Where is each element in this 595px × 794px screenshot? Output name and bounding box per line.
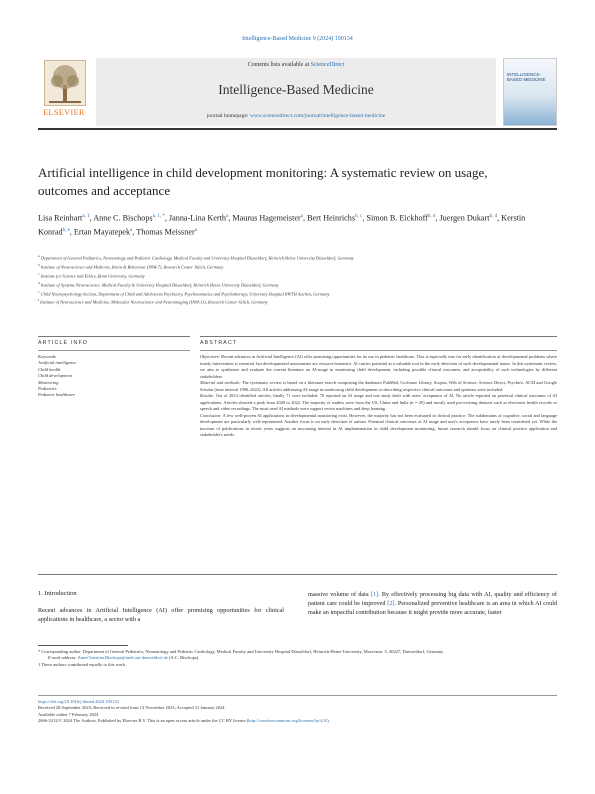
author-name[interactable]: Lisa Reinhart xyxy=(38,213,83,223)
author-affiliation-mark[interactable]: a xyxy=(194,228,197,234)
reference-link-2[interactable]: [2] xyxy=(387,600,395,607)
abstract-objectives xyxy=(200,354,557,380)
doi-link[interactable]: https://doi.org/10.1016/j.ibmed.2024.100134 xyxy=(38,699,119,704)
affiliation-text: Institute of Neuroscience and Medicine, Brain & Behaviour (INM-7), Research Center Jülich, Germany xyxy=(39,264,224,270)
keywords-block xyxy=(38,354,188,399)
author-separator: , xyxy=(497,213,502,223)
email-label: E-mail address: xyxy=(48,655,77,661)
contents-line xyxy=(96,62,496,68)
cover-title: INTELLIGENCE-BASED MEDICINE xyxy=(507,72,546,82)
results-text: Out of 2814 identified articles, finally 71 were included. 70 reported on AI usage and one study dealt with users' acceptance of AI. No article reported on potential clinical outcomes of AI applications. Articles showed a peak from 2020 to 2022. The majority of studies were from the US, China and India (n = 45) and mostly used pre-existing datasets such as electronic health records or speech and video recordings. The most used AI methods were support vector machines and deep learning. xyxy=(200,393,557,411)
conclusion-label: Conclusion: xyxy=(200,412,222,418)
keyword-item: Pediatric healthcare xyxy=(38,392,75,398)
author-affiliation-mark[interactable]: b, d xyxy=(427,214,436,219)
author-affiliation-mark[interactable]: b, e xyxy=(62,228,70,234)
homepage-prefix: journal homepage: xyxy=(206,113,249,119)
footnote-rule xyxy=(38,645,128,646)
article-info-subrule xyxy=(38,350,190,351)
affiliation-item xyxy=(38,262,558,271)
keywords-label: Keywords xyxy=(38,354,56,359)
abstract-rule xyxy=(200,336,557,337)
affiliation-mark: c xyxy=(38,271,40,276)
abstract-methods xyxy=(200,380,557,393)
author-name[interactable]: Bert Heinrichs xyxy=(307,213,356,223)
affiliation-mark: f xyxy=(38,298,39,303)
author-name[interactable]: Thomas Meissner xyxy=(136,227,195,237)
author-separator: , xyxy=(69,227,74,237)
footnotes xyxy=(38,649,558,668)
conclusion-text: A few well-proven AI applications in developmental monitoring exist. However, the majority has not been evaluated in clinical practice. The subdomains of cognitive, social and language development are particularly well-represented. Another focus is on early detection of autism. Potential clinical outcomes of AI usage and user's acceptance have rarely been considered yet. While the increase of publications in recent years suggests an increasing interest in AI implementation in child development monitoring, future research should focus on clinical practice application and stakeholder's needs. xyxy=(200,412,557,437)
intro-right-column xyxy=(308,590,557,617)
objectives-text: Recent advances in Artificial Intelligence (AI) offer promising opportunities for its use in pediatric healthcare. This is especially true for early identification of developmental problems where timely intervention is essential, but developmental assessments are resource-intensive. AI carries potential as a valuable tool in the early detection of such developmental issues. In this systematic review, we aim to synthesize and evaluate the current literature on AI-usage in monitoring child development, including possible clinical outcomes, and acceptability of such technologies by different stakeholders. xyxy=(200,354,557,379)
methods-text: The systematic review is based on a literature search comprising the databases PubMed, Cochrane Library, Scopus, Web of Science, Science Direct, PsycInfo, ACM and Google Scholar (time interval 1996–2022). All articles addressing AI-usage in monitoring child development or describing respective clinical outcomes and opinions were included. xyxy=(200,380,557,392)
license-link[interactable]: http://creativecommons.org/licenses/by/4.0/ xyxy=(248,718,328,724)
objectives-label: Objectives: xyxy=(200,354,220,359)
keyword-item: Monitoring xyxy=(38,379,59,385)
author-name[interactable]: Anne C. Bischops xyxy=(93,213,153,223)
author-list xyxy=(38,211,538,239)
affiliation-list xyxy=(38,253,558,306)
intro-text-a: massive volume of data xyxy=(308,591,371,598)
intro-text-b: . By effectively processing big data with AI, quality and efficiency of patient care could be improved xyxy=(308,591,557,607)
author-name[interactable]: Kerstin Konrad xyxy=(38,213,526,237)
email-link[interactable]: AnneChristina.Bischops@med.uni-duesseldorf.de xyxy=(77,655,168,661)
received-dates: Received 28 September 2023; Received in revised form 13 November 2023; Accepted 31 January 2024 xyxy=(38,705,225,711)
author-affiliation-mark[interactable]: a, 1 xyxy=(82,214,90,219)
reference-link-1[interactable]: [1] xyxy=(370,591,379,598)
author-name[interactable]: Janna-Lina Kerth xyxy=(168,213,226,223)
affiliation-item xyxy=(38,271,558,280)
intro-left-column: Recent advances in Artificial Intelligence (AI) offer promising opportunities for clinical applications in healthcare, a sector with a xyxy=(38,607,284,623)
abstract-subrule xyxy=(200,350,557,351)
affiliation-mark: e xyxy=(38,289,40,294)
license-end: ). xyxy=(327,718,330,724)
abstract-body xyxy=(200,354,557,439)
masthead-rule xyxy=(38,128,557,130)
author-separator: , xyxy=(228,213,233,223)
author-separator: , xyxy=(89,213,94,223)
author-separator: , xyxy=(435,213,440,223)
journal-cover-image xyxy=(503,58,557,126)
license-text: 2666-5212/© 2024 The Authors. Published by Elsevier B.V. This is an open access article under the CC BY license ( xyxy=(38,718,249,724)
elsevier-tree-icon xyxy=(44,60,86,106)
affiliation-text: Institute of Systems Neuroscience, Medical Faculty & University Hospital Düsseldorf, Heinrich Heine University Düsseldorf, Germany xyxy=(39,282,279,288)
journal-name: Intelligence-Based Medicine xyxy=(218,82,374,97)
author-separator: , xyxy=(362,213,367,223)
methods-label: Material and methods: xyxy=(200,380,241,385)
affiliation-item xyxy=(38,289,558,298)
affiliation-text: Institute for Science and Ethics, Bonn University, Germany xyxy=(39,273,145,279)
author-name[interactable]: Juergen Dukart xyxy=(439,213,490,223)
author-separator: , xyxy=(132,227,137,237)
author-name[interactable]: Maurus Hagemeister xyxy=(232,213,301,223)
abstract-bottom-rule xyxy=(38,574,557,575)
article-info-heading: ARTICLE INFO xyxy=(38,340,89,346)
affiliation-mark: b xyxy=(38,262,40,267)
contents-prefix: Contents lists available at xyxy=(247,62,310,68)
available-online: Available online 7 February 2024 xyxy=(38,711,99,717)
author-affiliation-mark[interactable]: b, d xyxy=(489,214,498,219)
results-label: Results: xyxy=(200,393,215,398)
affiliation-text: Department of General Pediatrics, Neonatology and Pediatric Cardiology, Medical Faculty and University Hospital Düsseldorf, Heinrich Heine University Düsseldorf, Germany xyxy=(39,255,354,261)
journal-citation[interactable]: Intelligence-Based Medicine 9 (2024) 100134 xyxy=(242,36,353,42)
affiliation-item xyxy=(38,297,558,306)
email-suffix: (A.C. Bischops). xyxy=(169,655,200,661)
publisher-name: ELSEVIER xyxy=(43,108,85,117)
homepage-link[interactable]: www.sciencedirect.com/journal/intelligence-based-medicine xyxy=(249,113,386,119)
corresponding-author-note: * Corresponding author. Department of General Pediatrics, Neonatology and Pediatric Cardiology, Medical Faculty and University Hospital Düsseldorf, Heinrich-Heine-University, Moorenstr. 5, 40227, Duesseldorf, Germany. xyxy=(38,649,445,654)
author-name[interactable]: Simon B. Eickhoff xyxy=(366,213,428,223)
intro-heading: 1. Introduction xyxy=(38,590,77,597)
affiliation-mark: a xyxy=(38,254,40,258)
author-separator: , xyxy=(164,213,169,223)
abstract-conclusion xyxy=(200,413,557,439)
keyword-item: Child development xyxy=(38,373,72,379)
author-separator: , xyxy=(302,213,308,223)
pubinfo-rule xyxy=(38,695,557,696)
abstract-heading: ABSTRACT xyxy=(200,340,238,346)
journal-masthead xyxy=(96,58,496,126)
abstract-results xyxy=(200,393,557,413)
affiliation-item xyxy=(38,253,558,262)
article-title: Artificial intelligence in child development monitoring: A systematic review on usage, outcomes and acceptance xyxy=(38,165,488,198)
affiliation-text: Child Neuropsychology Section, Department of Child and Adolescent Psychiatry, Psychosomatics and Psychotherapy, University Hospital RWTH Aachen, Germany xyxy=(39,290,330,296)
journal-homepage xyxy=(96,113,496,119)
author-affiliation-mark[interactable]: a xyxy=(225,214,229,219)
keyword-item: Artificial intelligence xyxy=(38,360,77,366)
sciencedirect-link[interactable]: ScienceDirect xyxy=(310,62,345,68)
author-affiliation-mark[interactable]: b, c xyxy=(355,214,363,219)
elsevier-logo xyxy=(38,58,90,120)
license-line xyxy=(38,718,558,724)
intro-text-c: . Personalized preventive healthcare is an area in which AI could make an impactful contribution because it might provide more accurate, faster xyxy=(308,600,558,616)
author-affiliation-mark[interactable]: a xyxy=(130,228,133,234)
affiliation-text: Institute of Neuroscience and Medicine, Molecular Neuroscience and Neuroimaging (INM-11), Research Center Jülich, Germany xyxy=(38,299,268,305)
article-info-rule xyxy=(38,336,190,337)
equal-contribution-note: 1 These authors contributed equally to this work. xyxy=(38,661,127,667)
affiliation-mark: d xyxy=(38,280,40,285)
author-name[interactable]: Ertan Mayatepek xyxy=(73,227,131,237)
affiliation-item xyxy=(38,280,558,289)
publication-info xyxy=(38,699,558,725)
author-affiliation-mark[interactable]: a xyxy=(300,214,303,219)
author-affiliation-mark[interactable]: a, 1, * xyxy=(152,214,165,219)
keyword-item: Pediatrics xyxy=(38,386,57,392)
keyword-item: Child health xyxy=(38,366,61,372)
